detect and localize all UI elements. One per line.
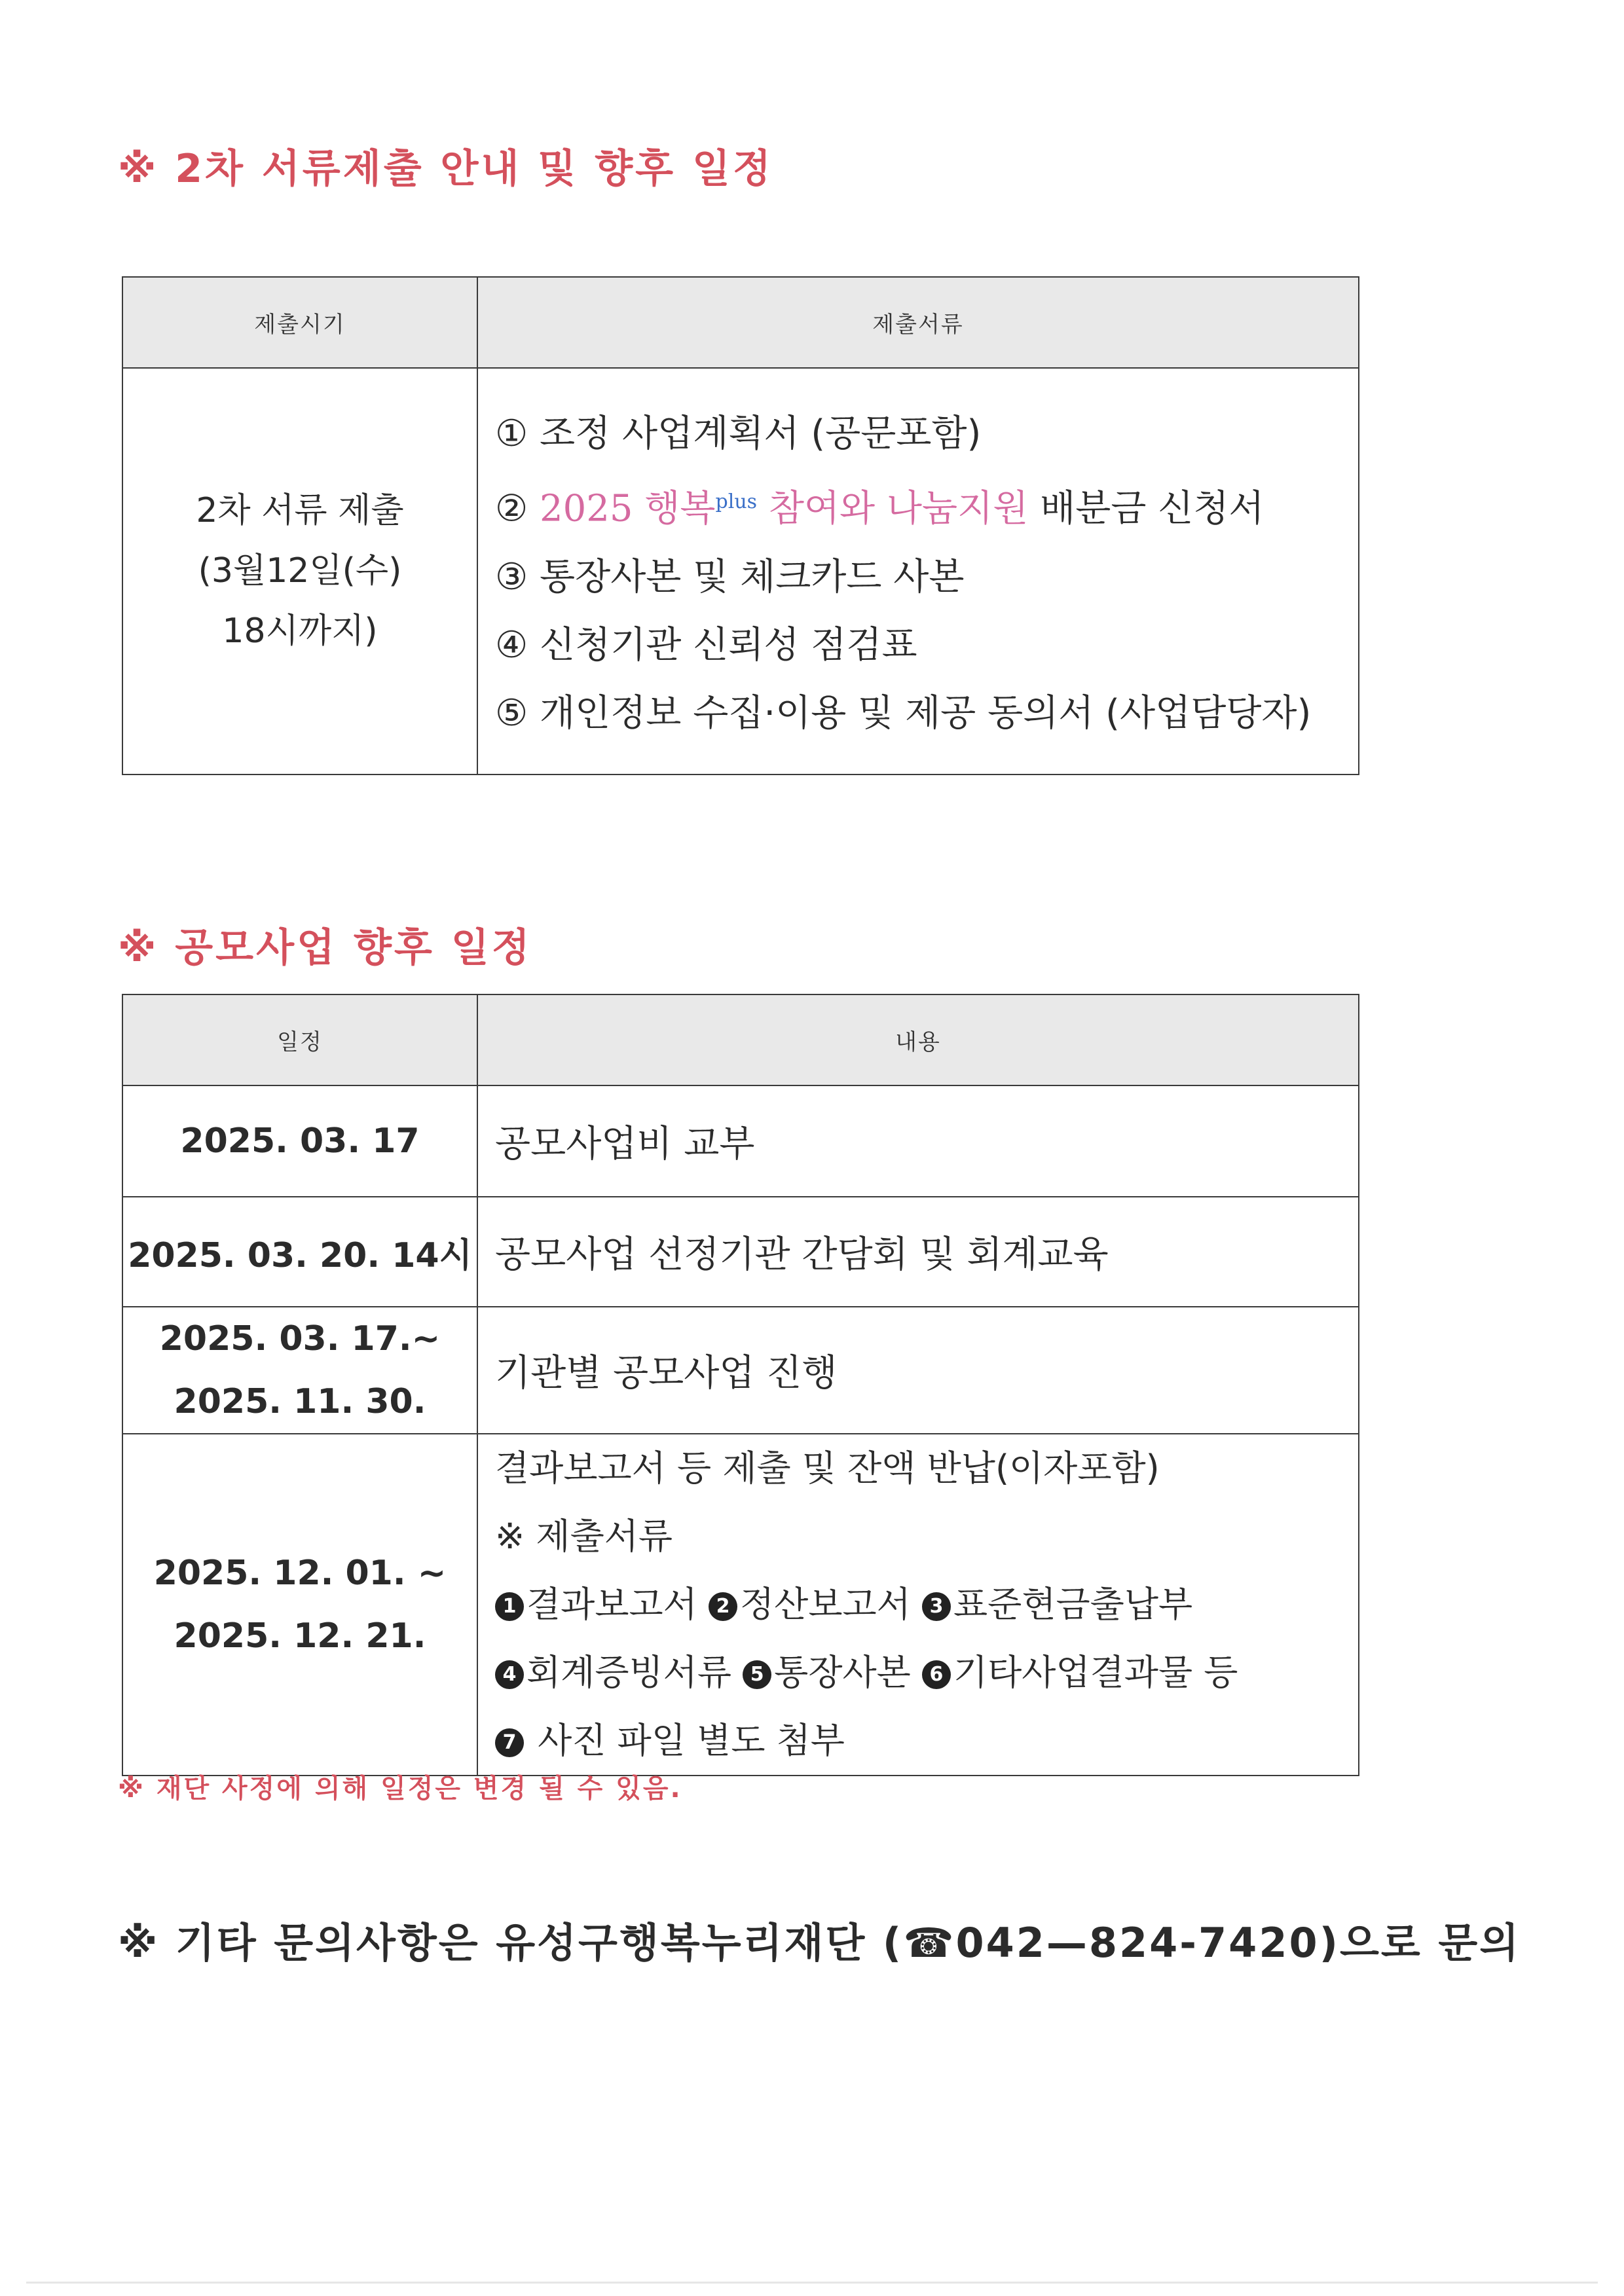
number-circle-icon: 2 xyxy=(709,1592,737,1621)
number-circle-icon: 3 xyxy=(922,1592,951,1621)
final-line1: 결과보고서 등 제출 및 잔액 반납(이자포함) xyxy=(495,1448,1160,1489)
number-circle-icon: 6 xyxy=(922,1660,951,1689)
final-item-text: 회계증빙서류 xyxy=(526,1652,731,1693)
submission-row xyxy=(122,368,1359,774)
schedule-content: 공모사업비 교부 xyxy=(477,1085,1359,1197)
final-items-row2 xyxy=(495,1639,1358,1707)
period-line3: 18시까지) xyxy=(222,611,378,651)
doc-text-2: 배분금 신청서 xyxy=(1028,487,1264,530)
doc-pink-text-2b: 참여와 나눔지원 xyxy=(757,487,1029,530)
submission-header-row xyxy=(122,277,1359,368)
section1-heading: ※ 2차 서류제출 안내 및 향후 일정 xyxy=(118,146,773,192)
contact-phone: 042—824-7420 xyxy=(955,1919,1320,1967)
contact-line xyxy=(118,1910,1521,1969)
doc-item-1 xyxy=(495,400,1358,468)
phone-icon: ☎ xyxy=(903,1919,956,1967)
final-item-text: 결과보고서 xyxy=(526,1584,697,1625)
submission-period-cell xyxy=(122,368,477,774)
section2-heading: ※ 공모사업 향후 일정 xyxy=(118,925,532,971)
final-items-row3 xyxy=(495,1707,1358,1775)
schedule-row xyxy=(122,1197,1359,1307)
doc-num-1: ① xyxy=(495,412,528,455)
schedule-content: 기관별 공모사업 진행 xyxy=(477,1307,1359,1434)
doc-item-5 xyxy=(495,680,1358,748)
final-item-text: 기타사업결과물 등 xyxy=(953,1652,1238,1693)
schedule-date-line1: 2025. 03. 17.~ xyxy=(159,1319,441,1358)
schedule-row xyxy=(122,1085,1359,1197)
schedule-date-line1: 2025. 12. 01. ~ xyxy=(153,1554,447,1593)
schedule-date-line2: 2025. 12. 21. xyxy=(174,1616,426,1656)
number-circle-icon: 5 xyxy=(743,1660,771,1689)
doc-item-4 xyxy=(495,611,1358,680)
doc-num-3: ③ xyxy=(495,555,528,598)
number-circle-icon: 1 xyxy=(495,1592,524,1621)
schedule-row-final xyxy=(122,1434,1359,1776)
schedule-content: 공모사업 선정기관 간담회 및 회계교육 xyxy=(477,1197,1359,1307)
schedule-header-row xyxy=(122,994,1359,1085)
doc-pink-text-2: 2025 행복 xyxy=(540,487,716,530)
schedule-change-note: ※ 재단 사정에 의해 일정은 변경 될 수 있음. xyxy=(118,1774,682,1804)
contact-prefix: ※ 기타 문의사항은 유성구행복누리재단 ( xyxy=(118,1919,904,1967)
doc-text-4: 신청기관 신뢰성 점검표 xyxy=(540,623,917,666)
final-items-row1 xyxy=(495,1571,1358,1639)
doc-sup-plus: plus xyxy=(715,490,758,513)
submission-table xyxy=(122,276,1359,775)
schedule-date: 2025. 03. 20. 14시 xyxy=(122,1197,477,1307)
contact-suffix: )으로 문의 xyxy=(1319,1919,1521,1967)
header-submission-period: 제출시기 xyxy=(122,277,477,368)
schedule-date: 2025. 03. 17 xyxy=(122,1085,477,1197)
final-item-text: 정산보고서 xyxy=(740,1584,911,1625)
schedule-table xyxy=(122,994,1359,1776)
header-schedule-content: 내용 xyxy=(477,994,1359,1085)
doc-text-1: 조정 사업계획서 (공문포함) xyxy=(540,412,982,455)
page-bottom-divider xyxy=(26,2282,1598,2284)
schedule-date xyxy=(122,1434,477,1776)
period-line2: (3월12일(수) xyxy=(198,551,402,591)
schedule-row xyxy=(122,1307,1359,1434)
schedule-date xyxy=(122,1307,477,1434)
final-item-text: 표준현금출납부 xyxy=(953,1584,1193,1625)
number-circle-icon: 4 xyxy=(495,1660,524,1689)
number-circle-icon: 7 xyxy=(495,1728,524,1757)
final-item-text: 통장사본 xyxy=(774,1652,911,1693)
doc-num-4: ④ xyxy=(495,623,528,666)
doc-item-2 xyxy=(495,468,1358,543)
doc-num-2: ② xyxy=(495,487,528,530)
header-submission-documents: 제출서류 xyxy=(477,277,1359,368)
final-item-text: 사진 파일 별도 첨부 xyxy=(526,1720,845,1761)
schedule-content-final xyxy=(477,1434,1359,1776)
doc-num-5: ⑤ xyxy=(495,691,528,735)
doc-text-5: 개인정보 수집·이용 및 제공 동의서 (사업담당자) xyxy=(540,691,1312,735)
header-schedule-date: 일정 xyxy=(122,994,477,1085)
schedule-date-line2: 2025. 11. 30. xyxy=(174,1382,426,1421)
period-line1: 2차 서류 제출 xyxy=(196,491,404,531)
doc-text-3: 통장사본 및 체크카드 사본 xyxy=(540,555,965,598)
final-line2: ※ 제출서류 xyxy=(495,1516,673,1557)
submission-documents-cell xyxy=(477,368,1359,774)
doc-item-3 xyxy=(495,543,1358,611)
